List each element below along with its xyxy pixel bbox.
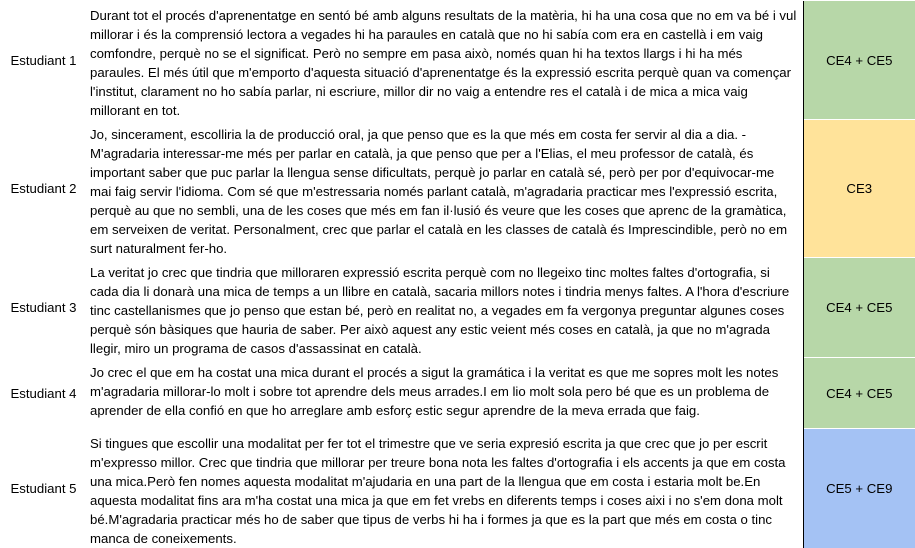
student-label: Estudiant 3 xyxy=(10,300,77,315)
student-reflection: Jo crec el que em ha costat una mica durant el procés a sigut la gramática i la veritat es que me sopres molt les notes m'agradaria millorar-lo molt i sobre tot aprendre dels meus arrades.I em lio molt sola pero bé que es un problema de aprender de ella confió en que ho arreglare amb esforç estic segur aprendre de la meva errada que faig. xyxy=(90,364,779,418)
competence-cell: CE4 + CE5 xyxy=(803,258,915,358)
student-label: Estudiant 4 xyxy=(10,385,77,401)
table-row xyxy=(0,258,915,358)
student-reflection: Jo, sincerament, escolliria la de producció oral, ja que penso que es la que més em costa fer servir al dia a dia. -M'agradaria interessar-me més per parlar en català, ja que penso que per a l'Elias, el meu professor de català, és important saber que puc parlar la llengua sense dificultats, perquè jo parlar en català sé, però per por d'equivocar-me mai faig servir l'idioma. Com sé que m'estressaria només parlant català, m'agradaria practicar mes l'expressió escrita, perquè au que no sembli, una de les coses que més em fan il·lusió és veure que les coses que aprenc de la gramàtica, em serveixen de veritat. Personalment, crec que parlar el català en les classes de català és Imprescindible, però no em surt naturalment fer-ho. xyxy=(90,126,788,256)
table-row xyxy=(0,429,915,548)
student-label: Estudiant 2 xyxy=(10,181,77,196)
table-row xyxy=(0,1,915,120)
table-row xyxy=(0,358,915,429)
competence-cell: CE5 + CE9 xyxy=(803,429,915,548)
table-row xyxy=(0,120,915,258)
student-label: Estudiant 5 xyxy=(10,480,77,496)
student-reflection: Durant tot el procés d'aprenentatge en sentó bé amb alguns resultats de la matèria, hi ha una cosa que no em va bé i vul millorar i és la comprensió lectora a vegades hi ha paraules en català que no hi sabía com era en castellà i em vaig comfondre, perquè no se el significat. Però no sempre em pasa això, només quan hi ha textos llargs i hi ha més paraules. El més útil que m'emporto d'aquesta situació d'aprenentatge és la expressió escrita perquè quan va començar l'institut, clarament no ho sabía parlar, ni escriure, millor dir no vaig a entendre res el català i de mica a mica vaig millorant en tot. xyxy=(90,7,797,118)
student-label: Estudiant 1 xyxy=(10,52,77,68)
student-reflection: Si tingues que escollir una modalitat per fer tot el trimestre que ve seria expresió escrita ja que crec que jo per escrit m'expresso millor. Crec que tindria que millorar per treure bona nota les faltes d'ortografia i els accents ja que em costa una mica.Però fen nomes aquesta modalitat m'ajudaria en una part de la llengua que em costa i estaria molt be.En aquesta modalitat fins ara m'ha costat una mica ja que em fet vrebs en diferents temps i coses aixi i no s'em dona molt bé.M'agradaria practicar més ho de saber que tipus de verbs hi ha i formes ja que es la part que més em costa o tinc manca de coneixements. xyxy=(90,435,786,546)
competence-cell: CE3 xyxy=(803,120,915,258)
competence-cell: CE4 + CE5 xyxy=(803,1,915,120)
competence-cell: CE4 + CE5 xyxy=(803,358,915,429)
student-reflection: La veritat jo crec que tindria que milloraren expressió escrita perquè com no llegeixo tinc moltes faltes d'ortografia, si cada dia li donarà una mica de temps a un llibre en català, sacaria millors notes i tindria menys faltes. A l'hora d'escriure tinc castellanismes que jo penso que estan bé, però en realitat no, a vegades em fa vergonya preguntar algunes coses perquè són bàsiques que hauria de saber. Per això aquest any estic veient més coses en català, ja que no m'agrada llegir, miro un programa de casos d'assassinat en català. xyxy=(90,264,790,356)
